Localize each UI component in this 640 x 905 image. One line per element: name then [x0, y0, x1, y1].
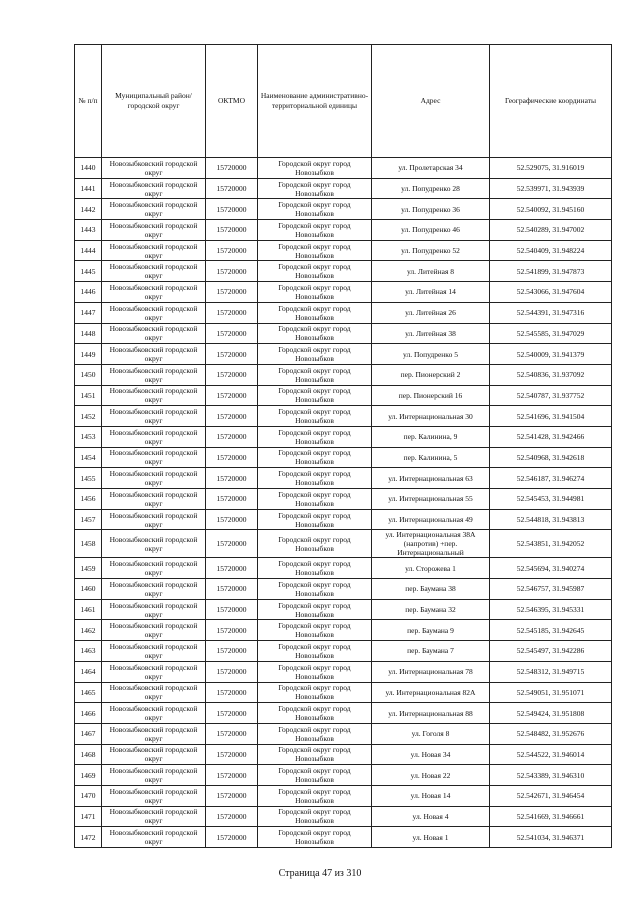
coords-cell: 52.541669, 31.946661 [490, 806, 612, 827]
table-row [75, 579, 612, 600]
district-cell: Новозыбковский городской округ [102, 558, 206, 579]
table-row [75, 530, 612, 558]
row-number: 1471 [75, 806, 102, 827]
address-cell: ул. Попудренко 52 [372, 240, 490, 261]
address-cell: ул. Интернациональная 38А (напротив) +пер. Интернациональный [372, 530, 490, 558]
unit-cell: Городской округ город Новозыбков [258, 703, 372, 724]
table-row [75, 723, 612, 744]
table-row [75, 599, 612, 620]
table-row [75, 178, 612, 199]
coords-cell: 52.540092, 31.945160 [490, 199, 612, 220]
coords-cell: 52.543066, 31.947604 [490, 282, 612, 303]
coords-cell: 52.541696, 31.941504 [490, 406, 612, 427]
address-cell: ул. Попудренко 36 [372, 199, 490, 220]
oktmo-cell: 15720000 [206, 489, 258, 510]
oktmo-cell: 15720000 [206, 661, 258, 682]
unit-cell: Городской округ город Новозыбков [258, 806, 372, 827]
oktmo-cell: 15720000 [206, 447, 258, 468]
address-cell: пер. Баумана 32 [372, 599, 490, 620]
unit-cell: Городской округ город Новозыбков [258, 682, 372, 703]
address-cell: ул. Интернациональная 49 [372, 509, 490, 530]
unit-cell: Городской округ город Новозыбков [258, 323, 372, 344]
unit-cell: Городской округ город Новозыбков [258, 302, 372, 323]
coords-cell: 52.544391, 31.947316 [490, 302, 612, 323]
unit-cell: Городской округ город Новозыбков [258, 220, 372, 241]
unit-cell: Городской округ город Новозыбков [258, 158, 372, 179]
address-cell: ул. Пролетарская 34 [372, 158, 490, 179]
unit-cell: Городской округ город Новозыбков [258, 240, 372, 261]
oktmo-cell: 15720000 [206, 406, 258, 427]
row-number: 1466 [75, 703, 102, 724]
oktmo-cell: 15720000 [206, 261, 258, 282]
row-number: 1461 [75, 599, 102, 620]
row-number: 1453 [75, 426, 102, 447]
row-number: 1450 [75, 364, 102, 385]
table-row [75, 426, 612, 447]
unit-cell: Городской округ город Новозыбков [258, 661, 372, 682]
address-cell: ул. Интернациональная 88 [372, 703, 490, 724]
row-number: 1460 [75, 579, 102, 600]
unit-cell: Городской округ город Новозыбков [258, 785, 372, 806]
unit-cell: Городской округ город Новозыбков [258, 579, 372, 600]
unit-cell: Городской округ город Новозыбков [258, 406, 372, 427]
row-number: 1441 [75, 178, 102, 199]
row-number: 1462 [75, 620, 102, 641]
coords-cell: 52.541034, 31.946371 [490, 827, 612, 848]
oktmo-cell: 15720000 [206, 158, 258, 179]
registry-table [74, 44, 612, 848]
unit-cell: Городской округ город Новозыбков [258, 447, 372, 468]
district-cell: Новозыбковский городской округ [102, 158, 206, 179]
unit-cell: Городской округ город Новозыбков [258, 641, 372, 662]
address-cell: ул. Новая 14 [372, 785, 490, 806]
oktmo-cell: 15720000 [206, 199, 258, 220]
table-row [75, 406, 612, 427]
row-number: 1464 [75, 661, 102, 682]
row-number: 1448 [75, 323, 102, 344]
unit-cell: Городской округ город Новозыбков [258, 827, 372, 848]
address-cell: ул. Сторожева 1 [372, 558, 490, 579]
unit-cell: Городской округ город Новозыбков [258, 530, 372, 558]
district-cell: Новозыбковский городской округ [102, 682, 206, 703]
coords-cell: 52.545694, 31.940274 [490, 558, 612, 579]
oktmo-cell: 15720000 [206, 178, 258, 199]
header-address: Адрес [372, 45, 490, 158]
table-row [75, 661, 612, 682]
oktmo-cell: 15720000 [206, 468, 258, 489]
table-row [75, 385, 612, 406]
address-cell: ул. Новая 22 [372, 765, 490, 786]
oktmo-cell: 15720000 [206, 344, 258, 365]
coords-cell: 52.545185, 31.942645 [490, 620, 612, 641]
oktmo-cell: 15720000 [206, 323, 258, 344]
district-cell: Новозыбковский городской округ [102, 744, 206, 765]
table-row [75, 447, 612, 468]
district-cell: Новозыбковский городской округ [102, 468, 206, 489]
district-cell: Новозыбковский городской округ [102, 406, 206, 427]
oktmo-cell: 15720000 [206, 385, 258, 406]
oktmo-cell: 15720000 [206, 282, 258, 303]
table-row [75, 240, 612, 261]
address-cell: ул. Гоголя 8 [372, 723, 490, 744]
row-number: 1458 [75, 530, 102, 558]
oktmo-cell: 15720000 [206, 723, 258, 744]
table-row [75, 468, 612, 489]
district-cell: Новозыбковский городской округ [102, 426, 206, 447]
coords-cell: 52.539971, 31.943939 [490, 178, 612, 199]
district-cell: Новозыбковский городской округ [102, 323, 206, 344]
address-cell: ул. Интернациональная 63 [372, 468, 490, 489]
row-number: 1454 [75, 447, 102, 468]
row-number: 1440 [75, 158, 102, 179]
unit-cell: Городской округ город Новозыбков [258, 261, 372, 282]
district-cell: Новозыбковский городской округ [102, 641, 206, 662]
unit-cell: Городской округ город Новозыбков [258, 558, 372, 579]
district-cell: Новозыбковский городской округ [102, 261, 206, 282]
oktmo-cell: 15720000 [206, 827, 258, 848]
district-cell: Новозыбковский городской округ [102, 220, 206, 241]
address-cell: пер. Пионерский 16 [372, 385, 490, 406]
table-body [75, 158, 612, 848]
table-row [75, 785, 612, 806]
table-row [75, 703, 612, 724]
table-row [75, 282, 612, 303]
header-district: Муниципальный район/городской округ [102, 45, 206, 158]
unit-cell: Городской округ город Новозыбков [258, 489, 372, 510]
table-row [75, 199, 612, 220]
address-cell: ул. Литейная 26 [372, 302, 490, 323]
district-cell: Новозыбковский городской округ [102, 364, 206, 385]
coords-cell: 52.544818, 31.943813 [490, 509, 612, 530]
table-row [75, 682, 612, 703]
table-row [75, 744, 612, 765]
unit-cell: Городской округ город Новозыбков [258, 282, 372, 303]
unit-cell: Городской округ город Новозыбков [258, 509, 372, 530]
unit-cell: Городской округ город Новозыбков [258, 599, 372, 620]
unit-cell: Городской округ город Новозыбков [258, 744, 372, 765]
district-cell: Новозыбковский городской округ [102, 178, 206, 199]
oktmo-cell: 15720000 [206, 530, 258, 558]
unit-cell: Городской округ город Новозыбков [258, 344, 372, 365]
table-row [75, 364, 612, 385]
oktmo-cell: 15720000 [206, 509, 258, 530]
address-cell: пер. Баумана 38 [372, 579, 490, 600]
table-row [75, 558, 612, 579]
address-cell: ул. Попудренко 5 [372, 344, 490, 365]
row-number: 1456 [75, 489, 102, 510]
coords-cell: 52.548482, 31.952676 [490, 723, 612, 744]
row-number: 1459 [75, 558, 102, 579]
row-number: 1443 [75, 220, 102, 241]
district-cell: Новозыбковский городской округ [102, 509, 206, 530]
district-cell: Новозыбковский городской округ [102, 806, 206, 827]
oktmo-cell: 15720000 [206, 599, 258, 620]
row-number: 1452 [75, 406, 102, 427]
unit-cell: Городской округ город Новозыбков [258, 426, 372, 447]
oktmo-cell: 15720000 [206, 426, 258, 447]
unit-cell: Городской округ город Новозыбков [258, 468, 372, 489]
district-cell: Новозыбковский городской округ [102, 530, 206, 558]
coords-cell: 52.549424, 31.951808 [490, 703, 612, 724]
coords-cell: 52.540836, 31.937092 [490, 364, 612, 385]
oktmo-cell: 15720000 [206, 558, 258, 579]
address-cell: ул. Новая 4 [372, 806, 490, 827]
coords-cell: 52.549051, 31.951071 [490, 682, 612, 703]
unit-cell: Городской округ город Новозыбков [258, 620, 372, 641]
row-number: 1465 [75, 682, 102, 703]
table-header-row [75, 45, 612, 158]
address-cell: ул. Литейная 8 [372, 261, 490, 282]
row-number: 1455 [75, 468, 102, 489]
address-cell: ул. Новая 34 [372, 744, 490, 765]
coords-cell: 52.546187, 31.946274 [490, 468, 612, 489]
district-cell: Новозыбковский городской округ [102, 447, 206, 468]
table-row [75, 220, 612, 241]
oktmo-cell: 15720000 [206, 620, 258, 641]
unit-cell: Городской округ город Новозыбков [258, 199, 372, 220]
oktmo-cell: 15720000 [206, 579, 258, 600]
coords-cell: 52.548312, 31.949715 [490, 661, 612, 682]
address-cell: пер. Пионерский 2 [372, 364, 490, 385]
coords-cell: 52.540968, 31.942618 [490, 447, 612, 468]
table-row [75, 806, 612, 827]
table-row [75, 261, 612, 282]
district-cell: Новозыбковский городской округ [102, 282, 206, 303]
district-cell: Новозыбковский городской округ [102, 240, 206, 261]
row-number: 1444 [75, 240, 102, 261]
header-coords: Географические координаты [490, 45, 612, 158]
table-row [75, 323, 612, 344]
district-cell: Новозыбковский городской округ [102, 344, 206, 365]
coords-cell: 52.543389, 31.946310 [490, 765, 612, 786]
address-cell: ул. Новая 1 [372, 827, 490, 848]
oktmo-cell: 15720000 [206, 703, 258, 724]
district-cell: Новозыбковский городской округ [102, 385, 206, 406]
row-number: 1469 [75, 765, 102, 786]
district-cell: Новозыбковский городской округ [102, 199, 206, 220]
coords-cell: 52.541428, 31.942466 [490, 426, 612, 447]
table-row [75, 489, 612, 510]
unit-cell: Городской округ город Новозыбков [258, 178, 372, 199]
district-cell: Новозыбковский городской округ [102, 620, 206, 641]
coords-cell: 52.546757, 31.945987 [490, 579, 612, 600]
header-num: № п/п [75, 45, 102, 158]
row-number: 1446 [75, 282, 102, 303]
coords-cell: 52.545453, 31.944981 [490, 489, 612, 510]
address-cell: ул. Попудренко 28 [372, 178, 490, 199]
address-cell: ул. Интернациональная 82А [372, 682, 490, 703]
coords-cell: 52.546395, 31.945331 [490, 599, 612, 620]
row-number: 1442 [75, 199, 102, 220]
table-row [75, 509, 612, 530]
district-cell: Новозыбковский городской округ [102, 703, 206, 724]
table-row [75, 765, 612, 786]
coords-cell: 52.540787, 31.937752 [490, 385, 612, 406]
oktmo-cell: 15720000 [206, 682, 258, 703]
coords-cell: 52.542671, 31.946454 [490, 785, 612, 806]
row-number: 1463 [75, 641, 102, 662]
row-number: 1472 [75, 827, 102, 848]
oktmo-cell: 15720000 [206, 240, 258, 261]
district-cell: Новозыбковский городской округ [102, 765, 206, 786]
row-number: 1449 [75, 344, 102, 365]
district-cell: Новозыбковский городской округ [102, 599, 206, 620]
address-cell: пер. Калинина, 9 [372, 426, 490, 447]
oktmo-cell: 15720000 [206, 765, 258, 786]
address-cell: пер. Баумана 7 [372, 641, 490, 662]
district-cell: Новозыбковский городской округ [102, 579, 206, 600]
coords-cell: 52.544522, 31.946014 [490, 744, 612, 765]
address-cell: ул. Литейная 38 [372, 323, 490, 344]
district-cell: Новозыбковский городской округ [102, 489, 206, 510]
table-row [75, 344, 612, 365]
unit-cell: Городской округ город Новозыбков [258, 364, 372, 385]
row-number: 1451 [75, 385, 102, 406]
oktmo-cell: 15720000 [206, 220, 258, 241]
table-row [75, 158, 612, 179]
district-cell: Новозыбковский городской округ [102, 785, 206, 806]
coords-cell: 52.545585, 31.947029 [490, 323, 612, 344]
address-cell: ул. Попудренко 46 [372, 220, 490, 241]
unit-cell: Городской округ город Новозыбков [258, 385, 372, 406]
coords-cell: 52.529075, 31.916019 [490, 158, 612, 179]
oktmo-cell: 15720000 [206, 744, 258, 765]
district-cell: Новозыбковский городской округ [102, 661, 206, 682]
table-row [75, 827, 612, 848]
table-row [75, 302, 612, 323]
page-footer: Страница 47 из 310 [278, 868, 362, 879]
row-number: 1468 [75, 744, 102, 765]
row-number: 1447 [75, 302, 102, 323]
address-cell: пер. Баумана 9 [372, 620, 490, 641]
coords-cell: 52.540289, 31.947002 [490, 220, 612, 241]
coords-cell: 52.540409, 31.948224 [490, 240, 612, 261]
district-cell: Новозыбковский городской округ [102, 302, 206, 323]
table-row [75, 620, 612, 641]
oktmo-cell: 15720000 [206, 641, 258, 662]
coords-cell: 52.540009, 31.941379 [490, 344, 612, 365]
row-number: 1467 [75, 723, 102, 744]
address-cell: ул. Интернациональная 55 [372, 489, 490, 510]
address-cell: ул. Литейная 14 [372, 282, 490, 303]
header-oktmo: ОКТМО [206, 45, 258, 158]
district-cell: Новозыбковский городской округ [102, 827, 206, 848]
address-cell: ул. Интернациональная 30 [372, 406, 490, 427]
oktmo-cell: 15720000 [206, 302, 258, 323]
coords-cell: 52.545497, 31.942286 [490, 641, 612, 662]
unit-cell: Городской округ город Новозыбков [258, 765, 372, 786]
coords-cell: 52.541899, 31.947873 [490, 261, 612, 282]
oktmo-cell: 15720000 [206, 364, 258, 385]
district-cell: Новозыбковский городской округ [102, 723, 206, 744]
row-number: 1457 [75, 509, 102, 530]
address-cell: пер. Калинина, 5 [372, 447, 490, 468]
address-cell: ул. Интернациональная 78 [372, 661, 490, 682]
oktmo-cell: 15720000 [206, 785, 258, 806]
oktmo-cell: 15720000 [206, 806, 258, 827]
row-number: 1470 [75, 785, 102, 806]
header-unit: Наименование административно-территориальной единицы [258, 45, 372, 158]
coords-cell: 52.543851, 31.942052 [490, 530, 612, 558]
unit-cell: Городской округ город Новозыбков [258, 723, 372, 744]
table-row [75, 641, 612, 662]
row-number: 1445 [75, 261, 102, 282]
